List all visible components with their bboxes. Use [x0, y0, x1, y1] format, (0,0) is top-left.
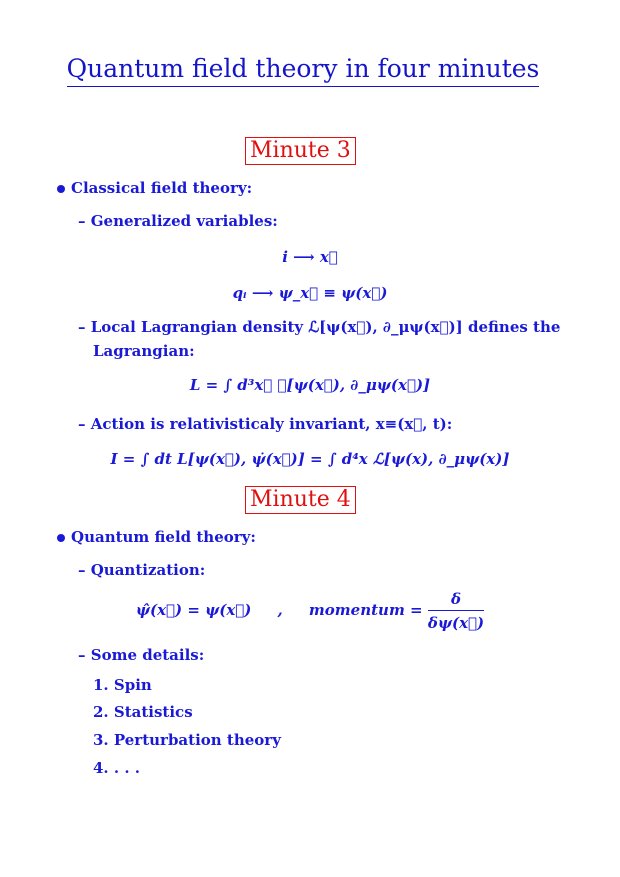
equation-lagrangian: L = ∫ d³x⃗ ℒ[ψ(x⃗), ∂_μψ(x⃗)]	[189, 376, 431, 394]
eq-left: ψ̂(x⃗) = ψ(x⃗)	[135, 601, 252, 619]
list-item: 1. Spin	[93, 676, 152, 694]
item-text: Action is relativisticaly invariant, x≡(x⃗, t):	[90, 415, 453, 433]
item-lagrangian-cont: Lagrangian:	[93, 342, 195, 360]
bullet-quantum	[57, 528, 256, 546]
minute-4-heading: Minute 4	[245, 486, 356, 514]
item-details: – Some details:	[78, 646, 205, 664]
equation-q-to-psi: qᵢ ⟶ ψ_x⃗ ≡ ψ(x⃗)	[232, 284, 388, 302]
eq-separator: ,	[277, 601, 283, 619]
fraction-denominator: δψ(x⃗)	[427, 614, 485, 632]
item-action: – Action is relativisticaly invariant, x≡(x⃗, t):	[78, 415, 453, 433]
list-item: 3. Perturbation theory	[93, 731, 281, 749]
fraction-numerator: δ	[428, 590, 484, 611]
item-quantization: – Quantization:	[78, 561, 206, 579]
item-text: Local Lagrangian density ℒ[ψ(x⃗), ∂_μψ(x⃗)] defines the	[90, 318, 561, 336]
eq-right: momentum =	[308, 601, 423, 619]
item-text: Some details:	[90, 646, 205, 664]
bullet-icon	[57, 534, 65, 542]
item-text: Quantization:	[90, 561, 206, 579]
equation-quantization	[0, 590, 620, 632]
bullet-icon	[57, 185, 65, 193]
equation-action: I = ∫ dt L[ψ(x⃗), ψ̇(x⃗)] = ∫ d⁴x ℒ[ψ(x), ∂_μψ(x)]	[110, 450, 510, 468]
list-item: 4. . . .	[93, 759, 140, 777]
item-text: Generalized variables:	[90, 212, 278, 230]
bullet-classical	[57, 179, 252, 197]
fraction	[428, 590, 484, 632]
list-item: 2. Statistics	[93, 703, 193, 721]
equation-i-to-x: i ⟶ x⃗	[282, 248, 338, 266]
minute-3-heading: Minute 3	[245, 137, 356, 165]
item-generalized: – Generalized variables:	[78, 212, 278, 230]
bullet-text: Quantum field theory:	[71, 528, 256, 546]
page-title: Quantum field theory in four minutes	[0, 54, 606, 83]
item-lagrangian: – Local Lagrangian density ℒ[ψ(x⃗), ∂_μψ(x⃗)] defines the	[78, 318, 561, 336]
bullet-text: Classical field theory:	[71, 179, 253, 197]
